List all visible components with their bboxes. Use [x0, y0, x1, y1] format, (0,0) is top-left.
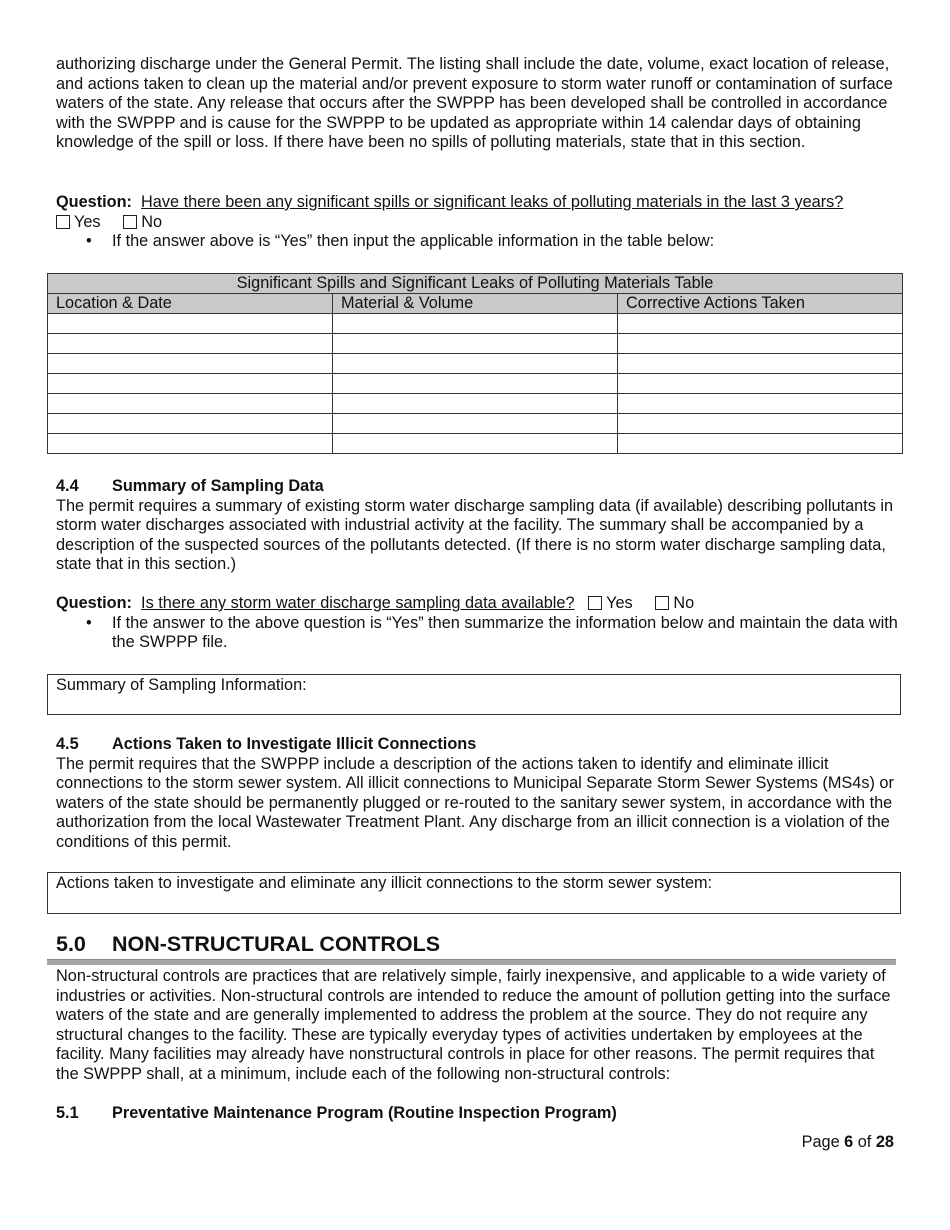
section-title: Actions Taken to Investigate Illicit Connections	[112, 735, 477, 753]
instruction-bullet: • If the answer to the above question is “Yes” then summarize the information below and maintain the data with the SWPPP file.	[56, 614, 901, 653]
section-5-0-paragraph: Non-structural controls are practices that are relatively simple, fairly inexpensive, and applicable to a wide variety of industries or activities. Non-structural controls are intended to reduce the amount of pollution getting into the surface waters of the state and are generally implemented to address the problem at the source. They do not require any structural changes to the facility. These are typically everyday types of activities undertaken by employees at the facility. Many facilities may already have nonstructural controls in place for other reasons. The permit requires that the SWPPP shall, at a minimum, include each of the following non-structural controls:	[56, 967, 891, 1083]
question-spills	[56, 193, 901, 252]
section-title: Summary of Sampling Data	[112, 477, 324, 495]
section-4-5-heading	[56, 735, 901, 755]
section-4-5	[56, 735, 901, 853]
yes-no-options	[56, 213, 901, 233]
table-cell[interactable]	[618, 394, 903, 414]
table-row	[48, 314, 903, 334]
table-row	[48, 394, 903, 414]
yes-label: Yes	[74, 212, 101, 231]
table-cell[interactable]	[333, 414, 618, 434]
section-4-4-paragraph: The permit requires a summary of existing storm water discharge sampling data (if available) describing pollutants in storm water discharges associated with industrial activity at the facility. The summary shall be accompanied by a description of the suspected sources of the pollutants detected. (If there is no storm water discharge sampling data, state that in this section.)	[56, 496, 894, 574]
table-cell[interactable]	[48, 414, 333, 434]
no-checkbox[interactable]	[123, 215, 137, 229]
table-row	[48, 354, 903, 374]
section-title: Preventative Maintenance Program (Routine Inspection Program)	[112, 1104, 617, 1122]
section-4-5-paragraph: The permit requires that the SWPPP include a description of the actions taken to identify and eliminate illicit connections to the storm sewer system. All illicit connections to Municipal Separate Storm Sewer Systems (MS4s) or waters of the state should be permanently plugged or re-routed to the sanitary sewer system, in accordance with the authorization from the local Wastewater Treatment Plant. Any discharge from an illicit connection is a violation of the conditions of this permit.	[56, 754, 894, 851]
intro-paragraph-text: authorizing discharge under the General Permit. The listing shall include the date, volume, exact location of release, and actions taken to clean up the material and/or prevent exposure to storm water runoff or contamination of surface waters of the state. Any release that occurs after the SWPPP has been developed shall be controlled in accordance with the SWPPP and is cause for the SWPPP to be updated as appropriate within 14 calendar days of obtaining knowledge of the spill or loss. If there have been no spills of polluting materials, state that in this section.	[56, 55, 893, 152]
spills-table	[47, 273, 903, 454]
instruction-bullet: • If the answer above is “Yes” then input the applicable information in the table below:	[56, 232, 901, 252]
of-word: of	[857, 1133, 872, 1151]
question-sampling	[56, 594, 901, 614]
question-text: Is there any storm water discharge sampling data available?	[141, 593, 575, 612]
table-row	[48, 414, 903, 434]
section-5-1-heading	[56, 1104, 901, 1124]
page-current: 6	[844, 1133, 854, 1151]
section-number: 4.4	[56, 477, 79, 495]
table-cell[interactable]	[333, 374, 618, 394]
table-cell[interactable]	[333, 334, 618, 354]
question-text: Have there been any significant spills or significant leaks of polluting materials in the last 3 years?	[141, 193, 844, 211]
illicit-connections-label: Actions taken to investigate and eliminate any illicit connections to the storm sewer system:	[56, 874, 713, 892]
page-total: 28	[875, 1133, 894, 1151]
question-label: Question:	[56, 193, 132, 211]
table-cell[interactable]	[618, 414, 903, 434]
section-5-0	[56, 967, 901, 1085]
table-row	[48, 434, 903, 454]
table-cell[interactable]	[48, 374, 333, 394]
question-label: Question:	[56, 593, 132, 612]
table-cell[interactable]	[333, 394, 618, 414]
heading-rule	[47, 959, 896, 965]
instruction-list	[56, 614, 901, 653]
table-cell[interactable]	[618, 314, 903, 334]
no-label: No	[673, 593, 695, 612]
column-header-actions: Corrective Actions Taken	[618, 294, 903, 314]
table-cell[interactable]	[618, 354, 903, 374]
table-cell[interactable]	[48, 354, 333, 374]
section-number: 5.0	[56, 932, 86, 956]
yes-checkbox[interactable]	[56, 215, 70, 229]
table-row	[48, 334, 903, 354]
table-cell[interactable]	[618, 374, 903, 394]
table-cell[interactable]	[333, 354, 618, 374]
section-4-4	[56, 477, 901, 653]
section-number: 5.1	[56, 1104, 79, 1122]
no-label: No	[141, 212, 163, 231]
table-row	[48, 374, 903, 394]
illicit-connections-box[interactable]	[47, 872, 901, 914]
column-header-location: Location & Date	[48, 294, 333, 314]
table-cell[interactable]	[48, 434, 333, 454]
yes-label: Yes	[606, 593, 633, 612]
table-cell[interactable]	[618, 334, 903, 354]
table-title: Significant Spills and Significant Leaks of Polluting Materials Table	[48, 274, 903, 294]
page-footer	[802, 1133, 894, 1152]
table-cell[interactable]	[48, 394, 333, 414]
intro-paragraph	[56, 55, 901, 153]
section-5-1	[56, 1104, 901, 1124]
sampling-summary-label: Summary of Sampling Information:	[56, 676, 307, 694]
page-word: Page	[801, 1133, 840, 1151]
column-header-material: Material & Volume	[333, 294, 618, 314]
table-cell[interactable]	[48, 334, 333, 354]
table-cell[interactable]	[618, 434, 903, 454]
instruction-list	[56, 232, 901, 252]
section-title: NON-STRUCTURAL CONTROLS	[112, 932, 441, 956]
section-5-0-heading	[56, 932, 440, 957]
sampling-summary-box[interactable]	[47, 674, 901, 715]
table-cell[interactable]	[333, 434, 618, 454]
table-cell[interactable]	[48, 314, 333, 334]
table-cell[interactable]	[333, 314, 618, 334]
no-checkbox[interactable]	[655, 596, 669, 610]
section-4-4-heading	[56, 477, 901, 497]
section-number: 4.5	[56, 735, 79, 753]
yes-checkbox[interactable]	[588, 596, 602, 610]
